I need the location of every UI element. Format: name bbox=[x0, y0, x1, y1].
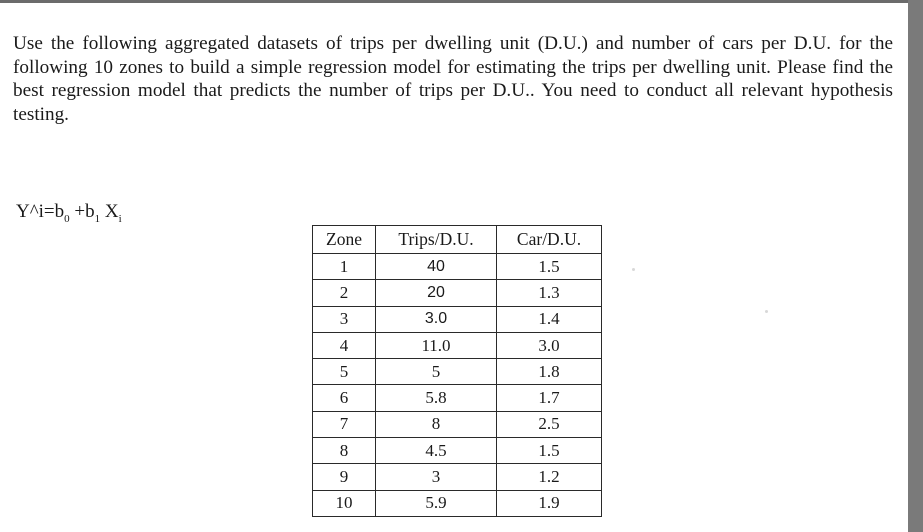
formula-b0-sub: 0 bbox=[64, 212, 70, 225]
regression-formula bbox=[16, 201, 122, 225]
cell-trips: 20 bbox=[376, 280, 497, 306]
window-edge bbox=[908, 0, 923, 532]
table-row bbox=[313, 359, 602, 385]
table-row bbox=[313, 280, 602, 306]
table-row bbox=[313, 385, 602, 411]
table-row bbox=[313, 411, 602, 437]
cell-cars: 3.0 bbox=[497, 332, 602, 358]
formula-plus: +b bbox=[69, 201, 95, 222]
cell-zone: 7 bbox=[313, 411, 376, 437]
cell-cars: 1.3 bbox=[497, 280, 602, 306]
cell-zone: 10 bbox=[313, 490, 376, 516]
table-row bbox=[313, 254, 602, 280]
speck bbox=[765, 310, 768, 313]
cell-trips: 5.8 bbox=[376, 385, 497, 411]
formula-x: X bbox=[100, 201, 119, 222]
cell-zone: 5 bbox=[313, 359, 376, 385]
cell-trips: 3.0 bbox=[376, 306, 497, 332]
cell-trips: 40 bbox=[376, 254, 497, 280]
table-row bbox=[313, 332, 602, 358]
cell-zone: 2 bbox=[313, 280, 376, 306]
formula-lhs: Y^i=b bbox=[16, 201, 65, 222]
cell-zone: 3 bbox=[313, 306, 376, 332]
cell-trips: 3 bbox=[376, 464, 497, 490]
cell-zone: 6 bbox=[313, 385, 376, 411]
header-zone: Zone bbox=[313, 226, 376, 254]
cell-cars: 1.5 bbox=[497, 254, 602, 280]
formula-x-sub: i bbox=[118, 212, 122, 225]
cell-cars: 1.2 bbox=[497, 464, 602, 490]
cell-cars: 1.7 bbox=[497, 385, 602, 411]
cell-cars: 1.8 bbox=[497, 359, 602, 385]
data-table bbox=[312, 225, 602, 517]
cell-trips: 5.9 bbox=[376, 490, 497, 516]
cell-trips: 11.0 bbox=[376, 332, 497, 358]
cell-cars: 1.5 bbox=[497, 438, 602, 464]
problem-statement: Use the following aggregated datasets of trips per dwelling unit (D.U.) and number of cars per D.U. for the following 10 zones to build a simple regression model for estimating the trips per dwelling unit. Please find the best regression model that predicts the number of trips per D.U.. You need to conduct all relevant hypothesis testing. bbox=[13, 33, 893, 125]
table-row bbox=[313, 490, 602, 516]
cell-zone: 1 bbox=[313, 254, 376, 280]
table-row bbox=[313, 306, 602, 332]
formula-b1-sub: 1 bbox=[94, 212, 101, 225]
header-cars: Car/D.U. bbox=[497, 226, 602, 254]
cell-trips: 5 bbox=[376, 359, 497, 385]
table-header-row bbox=[313, 226, 602, 254]
cell-zone: 4 bbox=[313, 332, 376, 358]
speck bbox=[632, 268, 635, 271]
header-trips: Trips/D.U. bbox=[376, 226, 497, 254]
table-row bbox=[313, 438, 602, 464]
cell-cars: 2.5 bbox=[497, 411, 602, 437]
cell-cars: 1.9 bbox=[497, 490, 602, 516]
table-row bbox=[313, 464, 602, 490]
cell-cars: 1.4 bbox=[497, 306, 602, 332]
cell-zone: 9 bbox=[313, 464, 376, 490]
cell-trips: 8 bbox=[376, 411, 497, 437]
cell-trips: 4.5 bbox=[376, 438, 497, 464]
cell-zone: 8 bbox=[313, 438, 376, 464]
